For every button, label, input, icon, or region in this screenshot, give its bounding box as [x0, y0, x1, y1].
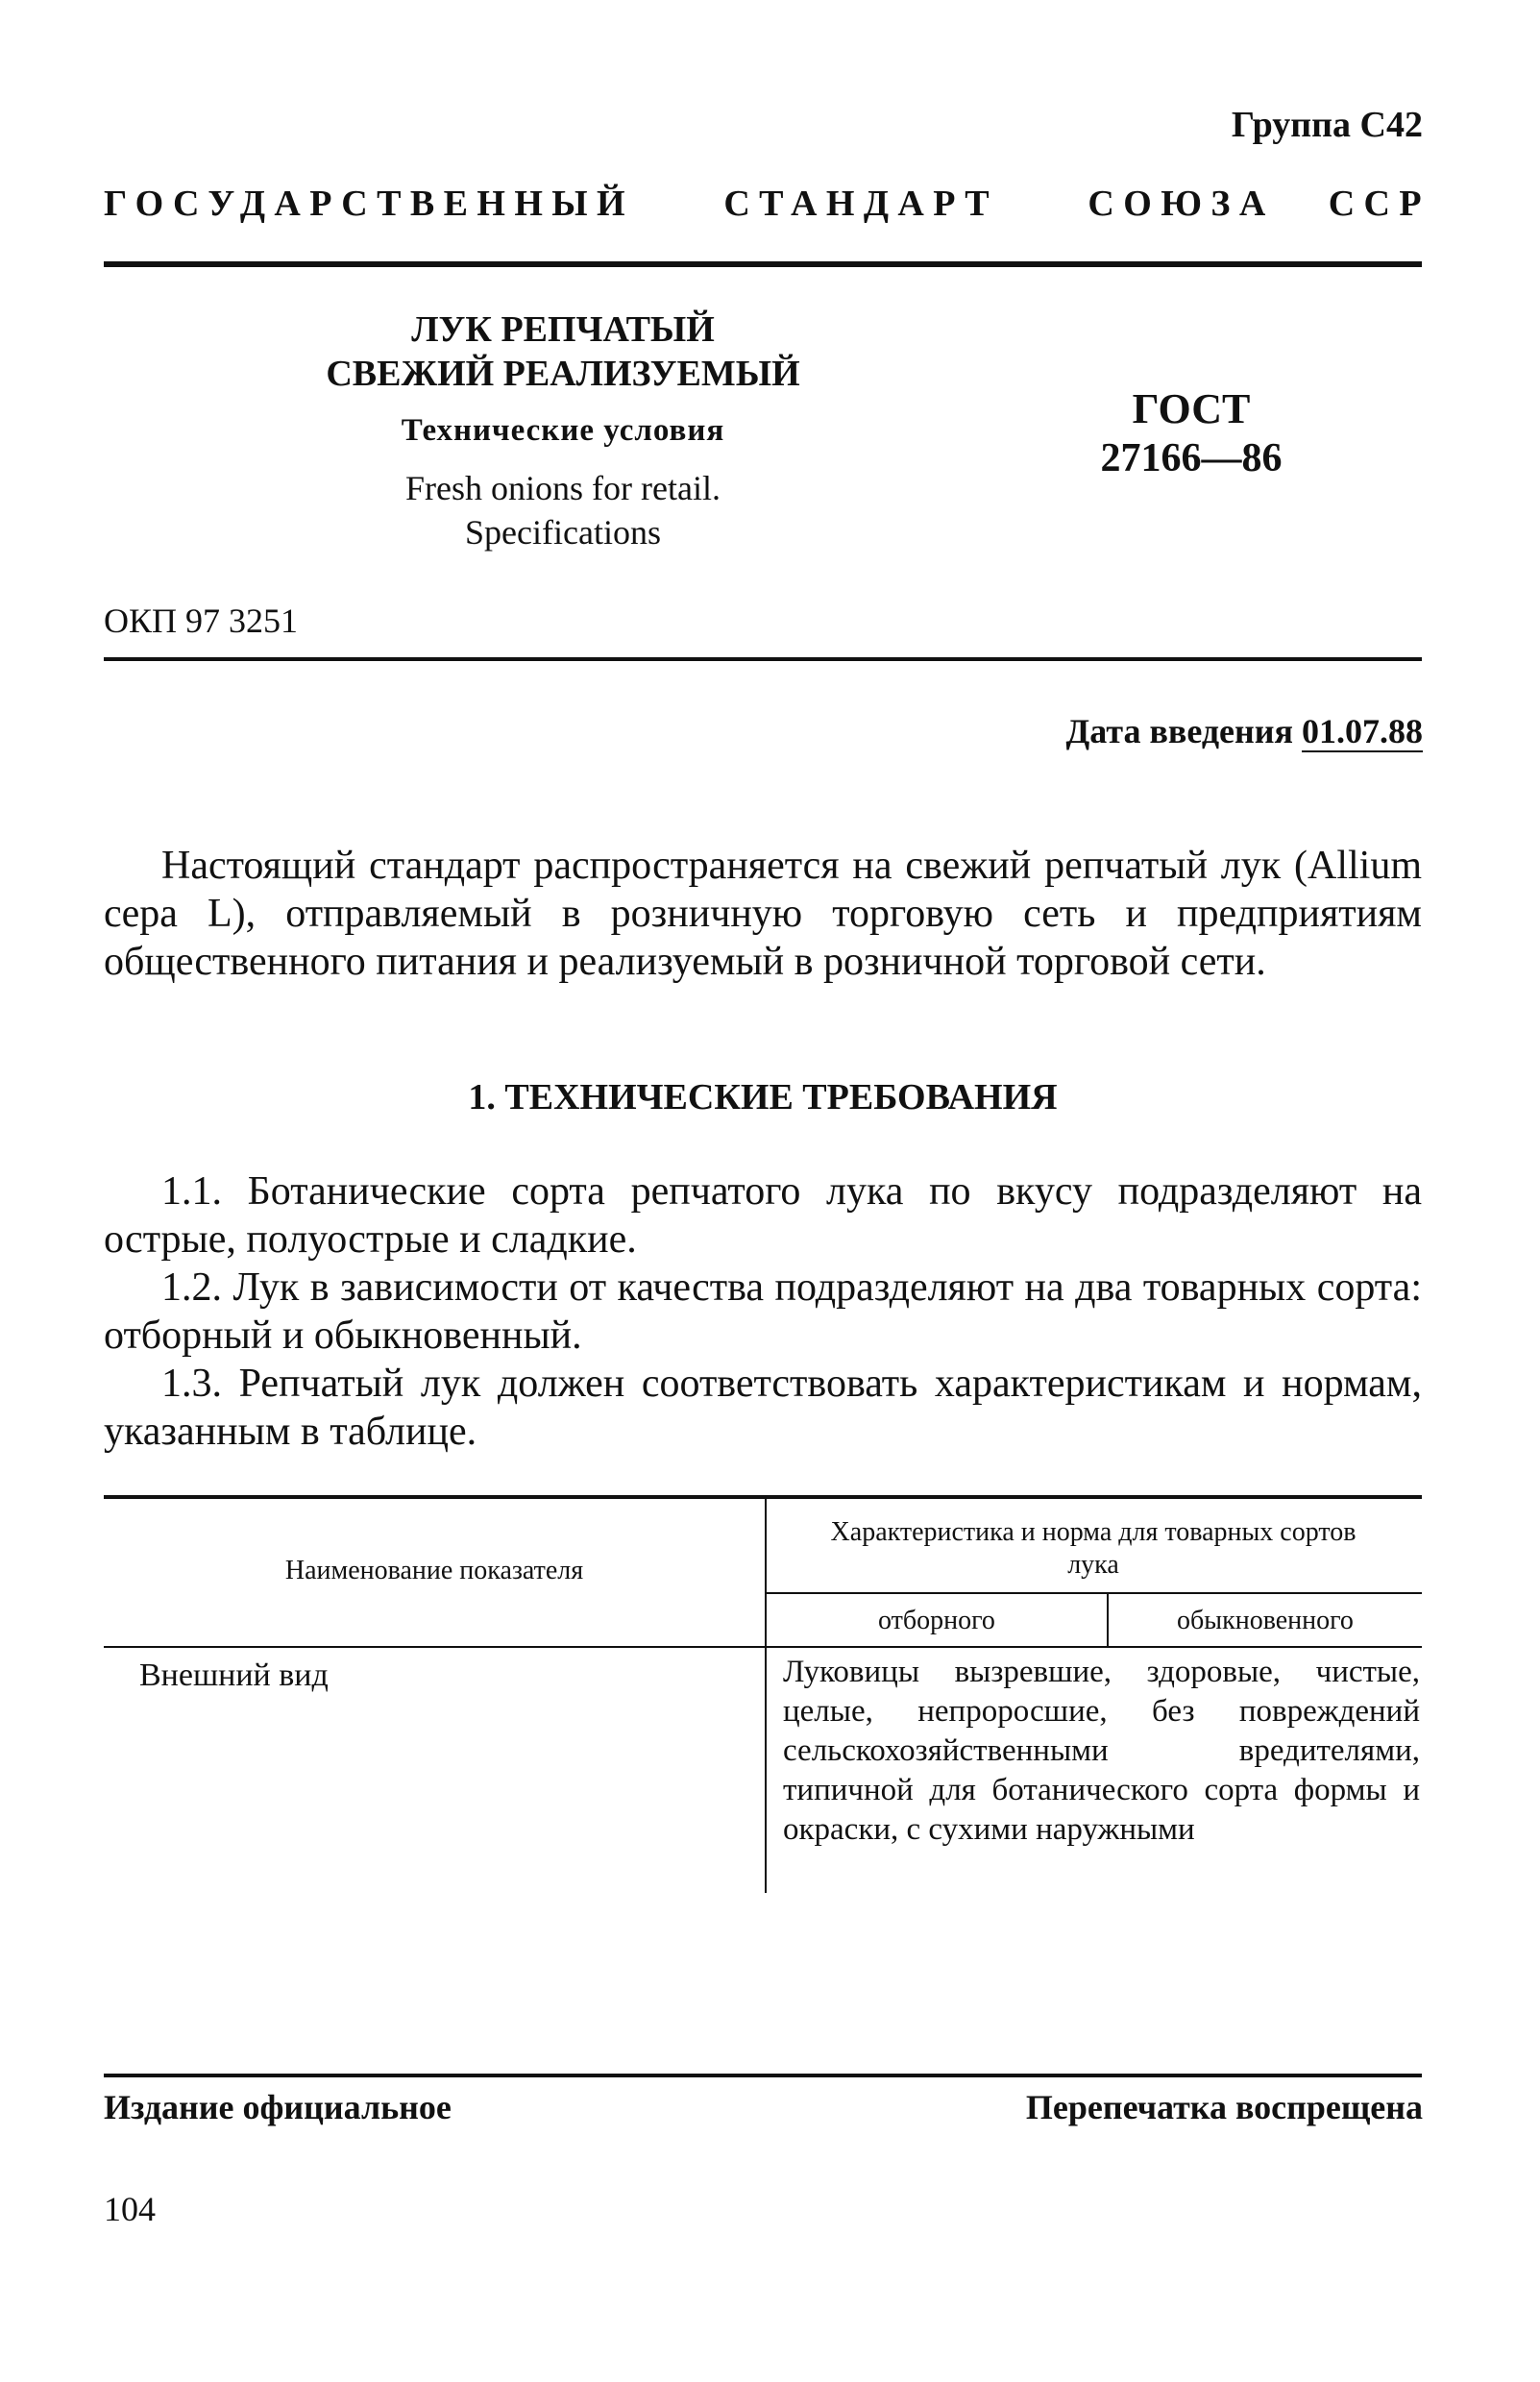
table-header-characteristic: Характеристика и норма для товарных сортов лука — [830, 1517, 1357, 1580]
title-rule — [104, 657, 1422, 661]
table-header-bottom-rule — [104, 1646, 1422, 1648]
clause-1-3: 1.3. Репчатый лук должен соответствовать характеристикам и нормам, указанным в таблице. — [104, 1362, 1422, 1454]
reprint-prohibited-label: Перепечатка воспрещена — [1025, 2088, 1423, 2126]
footer-rule — [104, 2074, 1422, 2077]
table-subheader-rule — [765, 1592, 1422, 1594]
gost-label: ГОСТ — [1132, 385, 1251, 432]
table-top-rule — [104, 1495, 1422, 1499]
table-col-divider — [765, 1497, 767, 1893]
state-standard-heading — [104, 183, 1430, 225]
heading-word: ССР — [1328, 184, 1430, 224]
intro-date-label: Дата введения — [1065, 712, 1293, 750]
intro-date-value: 01.07.88 — [1302, 712, 1423, 750]
table-header-select: отборного — [878, 1606, 995, 1635]
table-row-description: Луковицы вызревшие, здоровые, чистые, целые, непроросшие, без повреждений сельскохозяйственными вредителями, типичной для ботанического сорта формы и окраски, с сухими наружными — [783, 1655, 1420, 1847]
heading-word: СОЮЗА — [1088, 184, 1275, 224]
gost-designation — [1047, 384, 1335, 482]
table-header-indicator: Наименование показателя — [284, 1556, 584, 1585]
title-block — [104, 307, 1022, 554]
english-title-line2: Specifications — [465, 513, 661, 552]
english-title: Fresh onions for retail. — [405, 469, 721, 507]
heading-word: СТАНДАРТ — [723, 184, 999, 224]
document-title: ЛУК РЕПЧАТЫЙ — [411, 309, 715, 350]
document-subtitle: Технические условия — [401, 413, 725, 448]
introduction-date — [1066, 711, 1424, 751]
document-title-line2: СВЕЖИЙ РЕАЛИЗУЕМЫЙ — [326, 354, 800, 394]
table-header-ordinary: обыкновенного — [1177, 1606, 1354, 1635]
heading-word: ГОСУДАРСТВЕННЫЙ — [104, 184, 634, 224]
clause-1-2: 1.2. Лук в зависимости от качества подразделяют на два товарных сорта: отборный и обыкновенный. — [104, 1265, 1422, 1358]
group-label: Группа С42 — [1231, 105, 1423, 145]
okp-code: ОКП 97 3251 — [104, 602, 299, 640]
official-edition-label: Издание официальное — [104, 2088, 452, 2126]
intro-paragraph: Настоящий стандарт распространяется на свежий репчатый лук (Allium cepa L), отправляемый в розничную торговую сеть и предприятиям общественного питания и реализуемый в розничной торговой сети. — [104, 844, 1422, 984]
section-heading: 1. ТЕХНИЧЕСКИЕ ТРЕБОВАНИЯ — [468, 1077, 1058, 1117]
header-rule-thick — [104, 261, 1422, 267]
clause-1-1: 1.1. Ботанические сорта репчатого лука по вкусу подразделяют на острые, полуострые и сладкие. — [104, 1169, 1422, 1262]
page-number: 104 — [104, 2190, 156, 2228]
table-row-name: Внешний вид — [139, 1658, 329, 1693]
gost-number: 27166—86 — [1100, 436, 1283, 480]
